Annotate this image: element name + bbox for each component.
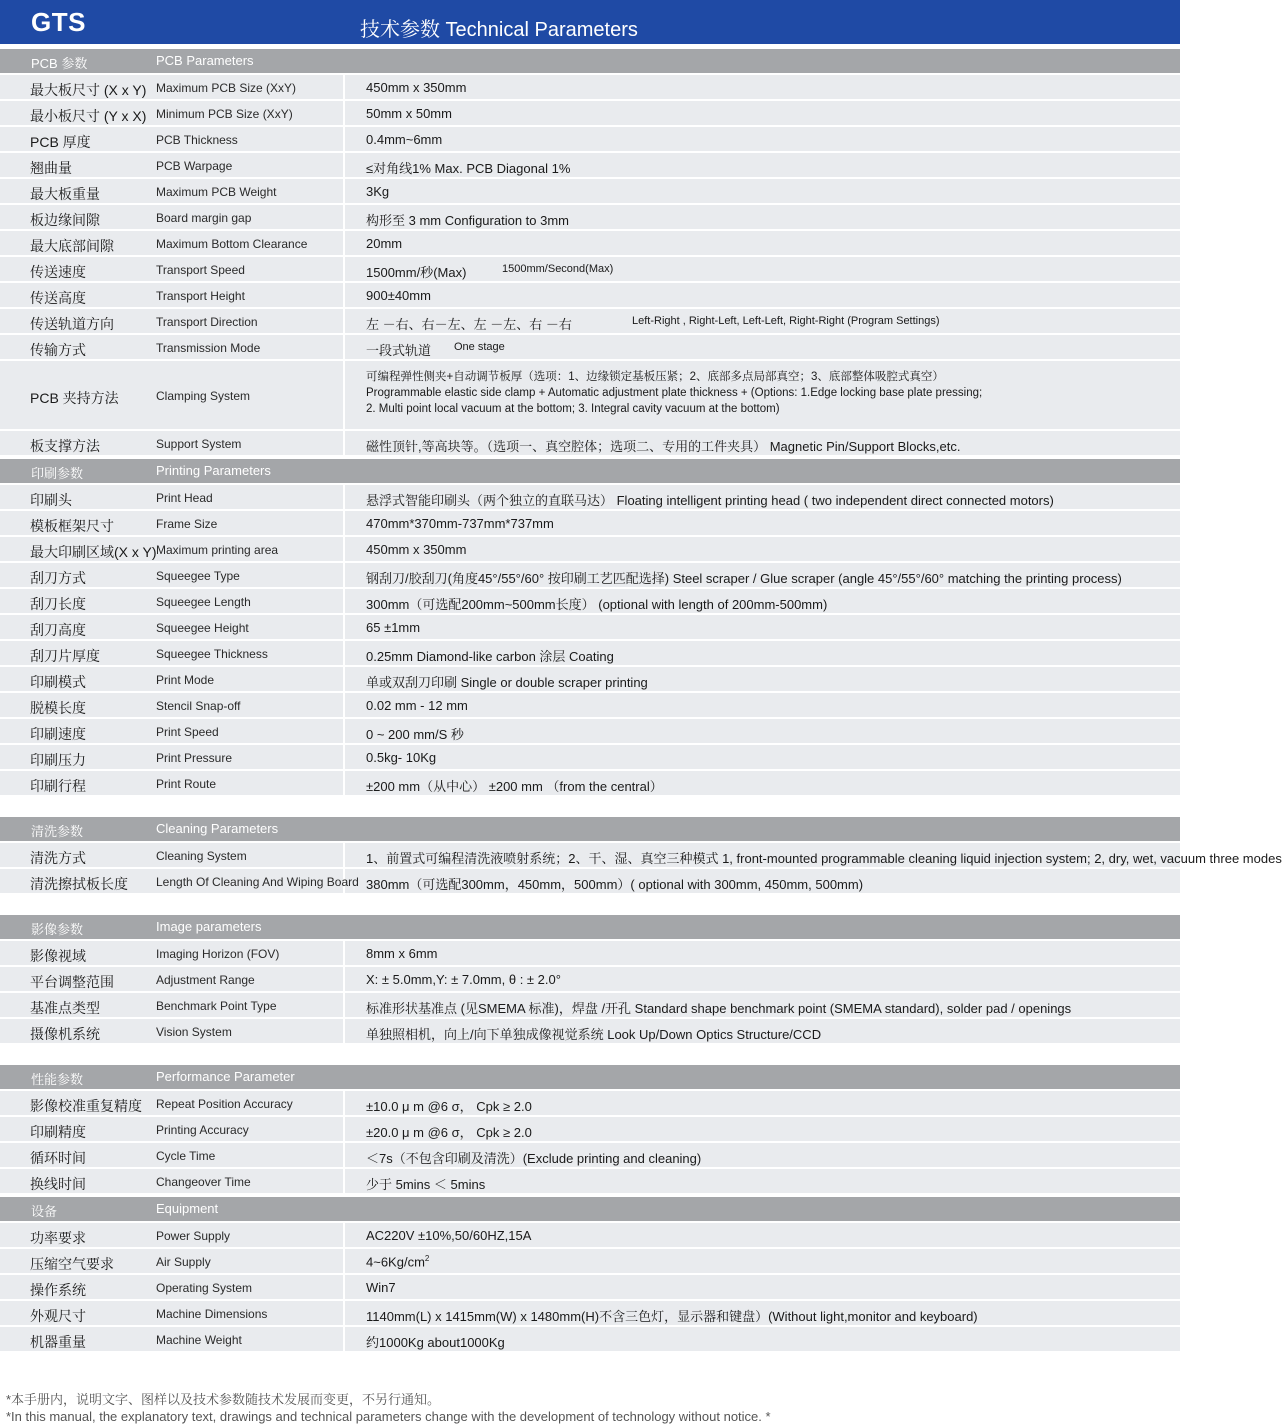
param-value: [366, 1332, 505, 1351]
param-value: [366, 672, 648, 691]
param-name-en: Benchmark Point Type: [156, 999, 277, 1013]
spec-row: [0, 1249, 1180, 1275]
section-header: [0, 913, 1180, 941]
section-title-cn: 影像参数: [31, 922, 84, 937]
model-name: GTS: [31, 7, 86, 37]
param-name-cn: 翘曲量: [30, 160, 72, 176]
spec-row: [0, 361, 1180, 431]
spec-row: [0, 101, 1180, 127]
param-value-text: 20mm: [366, 236, 403, 251]
param-name-cn: 印刷模式: [30, 674, 86, 690]
spec-row: [0, 153, 1180, 179]
section-title-cn: 清洗参数: [31, 824, 84, 839]
param-name-en: Stencil Snap-off: [156, 699, 241, 713]
param-value: [366, 750, 436, 765]
param-value-text: 标准形状基准点 (见SMEMA 标准)，焊盘 /开孔 Standard shape benchmark point (SMEMA standard), solder pad / openings: [366, 1001, 1072, 1016]
param-value: [366, 998, 1071, 1017]
param-name-cn: 清洗擦拭板长度: [30, 876, 128, 892]
section-title-cn: PCB 参数: [31, 56, 88, 71]
param-value: [366, 1228, 531, 1243]
param-name-en: Transmission Mode: [156, 341, 261, 355]
param-value: [366, 262, 466, 281]
param-value: [366, 210, 569, 229]
param-value-text: 1、前置式可编程清洗液喷射系统；2、干、湿、真空三种模式 1, front-mounted programmable cleaning liquid injection system; 2, dry, wet, vacuum three modes: [366, 851, 1282, 866]
spec-row: [0, 231, 1180, 257]
param-value-text: 65 ±1mm: [366, 620, 421, 635]
param-value-text: 约1000Kg about1000Kg: [366, 1335, 505, 1350]
section-header: [0, 47, 1180, 75]
spec-row: [0, 1091, 1180, 1117]
param-name-en: Support System: [156, 437, 242, 451]
param-name-en: Maximum PCB Weight: [156, 185, 277, 199]
param-value-text: 0 ~ 200 mm/S 秒: [366, 727, 464, 742]
param-value-line: 可编程弹性侧夹+自动调节板厚（选项：1、边缘锁定基板压紧；2、底部多点局部真空；3、底部整体吸腔式真空）: [366, 371, 944, 383]
param-value-text: ±10.0 μ m @6 σ， Cpk ≥ 2.0: [366, 1099, 532, 1114]
spec-row: [0, 563, 1180, 589]
param-value: [366, 80, 466, 95]
param-name-cn: 外观尺寸: [30, 1308, 86, 1324]
spec-row: [0, 1301, 1180, 1327]
param-name-cn: 压缩空气要求: [30, 1256, 114, 1272]
param-name-cn: 脱模长度: [30, 700, 86, 716]
spec-row: [0, 667, 1180, 693]
param-value: [366, 776, 663, 795]
param-value: [366, 542, 466, 557]
section-title-en: Performance Parameter: [156, 1069, 295, 1084]
param-name-cn: 最大底部间隙: [30, 238, 114, 254]
param-value-text: 380mm（可选配300mm，450mm，500mm）( optional with 300mm, 450mm, 500mm): [366, 877, 864, 892]
param-value-superscript: 2: [424, 1254, 430, 1263]
spec-row: [0, 1327, 1180, 1353]
param-name-cn: 板支撑方法: [30, 438, 100, 454]
param-name-en: Print Pressure: [156, 751, 233, 765]
section-title-en: Image parameters: [156, 919, 262, 934]
param-value: [366, 184, 389, 199]
spec-row: [0, 589, 1180, 615]
section-title-en: Equipment: [156, 1201, 219, 1216]
param-name-en: Frame Size: [156, 517, 218, 531]
param-value-text: 左 －右、右－左、左 －左、右 －右: [366, 317, 572, 332]
param-value-text: ＜7s（不包含印刷及清洗）(Exclude printing and cleaning): [366, 1151, 702, 1166]
param-value-text: 0.5kg- 10Kg: [366, 750, 437, 765]
param-name-en: Machine Weight: [156, 1333, 242, 1347]
param-value-text: 50mm x 50mm: [366, 106, 452, 121]
param-value: [366, 236, 402, 251]
param-name-cn: 最大印刷区域(X x Y): [30, 544, 157, 560]
param-name-en: Changeover Time: [156, 1175, 251, 1189]
param-value-text: 900±40mm: [366, 288, 431, 303]
param-value: [366, 1306, 978, 1325]
param-value-text: 1500mm/秒(Max): [366, 265, 467, 280]
param-value-text: Win7: [366, 1280, 396, 1295]
param-value-text: 300mm（可选配200mm~500mm长度） (optional with length of 200mm-500mm): [366, 597, 828, 612]
section-title-cn: 印刷参数: [31, 466, 84, 481]
param-value: [366, 132, 442, 147]
page-title: 技术参数 Technical Parameters: [360, 19, 638, 41]
param-value: [366, 874, 863, 893]
param-name-cn: 刮刀高度: [30, 622, 86, 638]
spec-row: [0, 127, 1180, 153]
param-name-cn: 最小板尺寸 (Y x X): [30, 108, 147, 124]
spec-row: [0, 1223, 1180, 1249]
param-name-en: Operating System: [156, 1281, 253, 1295]
spec-table: [0, 47, 1282, 1353]
param-value: [366, 646, 614, 665]
param-value-text: 一段式轨道: [366, 343, 432, 358]
param-name-en: Print Head: [156, 491, 213, 505]
param-value-text: 钢刮刀/胶刮刀(角度45°/55°/60° 按印刷工艺匹配选择) Steel scraper / Glue scraper (angle 45°/55°/60° matching the printing process): [366, 571, 1122, 586]
param-name-en: Squeegee Height: [156, 621, 249, 635]
param-name-cn: 印刷头: [30, 492, 72, 508]
param-name-cn: 操作系统: [30, 1282, 86, 1298]
param-value: [366, 620, 420, 635]
param-name-cn: 功率要求: [30, 1230, 86, 1246]
param-value: [366, 436, 960, 455]
param-value: [366, 369, 982, 417]
param-name-en: Board margin gap: [156, 211, 252, 225]
param-value: [366, 724, 464, 743]
param-value: [366, 490, 1054, 509]
param-value-text: ≤对角线1% Max. PCB Diagonal 1%: [366, 161, 571, 176]
param-value: [366, 106, 452, 121]
param-name-en: Printing Accuracy: [156, 1123, 249, 1137]
param-name-en: Power Supply: [156, 1229, 231, 1243]
param-name-cn: 印刷精度: [30, 1124, 86, 1140]
spec-row: [0, 1019, 1180, 1045]
param-name-cn: 板边缘间隙: [30, 212, 100, 228]
param-name-en: Minimum PCB Size (XxY): [156, 107, 293, 121]
spec-row: [0, 335, 1180, 361]
param-value-text: 3Kg: [366, 184, 390, 199]
param-value-text: 单独照相机，向上/向下单独成像视觉系统 Look Up/Down Optics Structure/CCD: [366, 1027, 822, 1042]
section-title-cn: 设备: [31, 1204, 58, 1219]
param-value-text: 0.4mm~6mm: [366, 132, 443, 147]
param-name-en: Print Speed: [156, 725, 219, 739]
param-value: [366, 848, 1282, 867]
param-name-cn: PCB 夹持方法: [30, 390, 119, 406]
param-name-cn: 传送速度: [30, 264, 86, 280]
param-name-en: Squeegee Thickness: [156, 647, 268, 661]
header-bar: [0, 0, 1180, 44]
param-value-text: 450mm x 350mm: [366, 80, 467, 95]
param-value-secondary: 1500mm/Second(Max): [502, 263, 614, 275]
param-name-en: Length Of Cleaning And Wiping Board: [156, 875, 359, 889]
spec-row: [0, 257, 1180, 283]
param-name-en: PCB Thickness: [156, 133, 238, 147]
spec-row: [0, 843, 1282, 869]
param-name-cn: PCB 厚度: [30, 134, 91, 150]
param-value-text: 构形至 3 mm Configuration to 3mm: [366, 213, 570, 228]
param-name-en: Machine Dimensions: [156, 1307, 268, 1321]
spec-row: [0, 1275, 1180, 1301]
param-value-text: 0.25mm Diamond-like carbon 涂层 Coating: [366, 649, 614, 664]
param-name-cn: 刮刀片厚度: [30, 648, 100, 664]
param-name-en: Cycle Time: [156, 1149, 216, 1163]
param-value: [366, 314, 572, 333]
param-value: [366, 1096, 532, 1115]
param-name-en: Adjustment Range: [156, 973, 255, 987]
param-value: [366, 158, 570, 177]
param-value-secondary: One stage: [454, 341, 505, 353]
spec-row: [0, 771, 1180, 797]
param-name-cn: 循环时间: [30, 1150, 86, 1166]
param-name-en: Transport Height: [156, 289, 245, 303]
param-name-en: Maximum PCB Size (XxY): [156, 81, 297, 95]
param-name-cn: 换线时间: [30, 1176, 86, 1192]
param-value: [366, 1280, 396, 1295]
section-header: [0, 815, 1180, 843]
spec-row: [0, 485, 1180, 511]
spec-row: [0, 1143, 1180, 1169]
param-value-text: AC220V ±10%,50/60HZ,15A: [366, 1228, 532, 1243]
param-name-cn: 刮刀方式: [30, 570, 86, 586]
spec-row: [0, 615, 1180, 641]
param-value-text: 1140mm(L) x 1415mm(W) x 1480mm(H)不含三色灯，显示器和键盘）(Without light,monitor and keyboard): [366, 1309, 978, 1324]
param-value: [366, 1254, 429, 1269]
spec-row: [0, 1169, 1180, 1195]
param-value-secondary: Left-Right , Right-Left, Left-Left, Right-Right (Program Settings): [632, 315, 940, 327]
param-value-line: Programmable elastic side clamp + Automatic adjustment plate thickness + (Options: 1.Edge locking base plate pressing;: [366, 387, 983, 399]
param-value-text: X: ± 5.0mm,Y: ± 7.0mm, θ : ± 2.0°: [366, 972, 561, 987]
footer-note-cn: *本手册内，说明文字、图样以及技术参数随技术发展而变更，不另行通知。: [6, 1392, 441, 1407]
section-title-en: PCB Parameters: [156, 53, 254, 68]
param-value-text: 悬浮式智能印刷头（两个独立的直联马达） Floating intelligent printing head ( two independent direct connected motors): [366, 493, 1054, 508]
param-name-cn: 摄像机系统: [30, 1026, 100, 1042]
param-value: [366, 516, 554, 531]
param-name-cn: 影像校准重复精度: [30, 1098, 142, 1114]
param-name-cn: 传输方式: [30, 342, 86, 358]
param-name-cn: 传送高度: [30, 290, 86, 306]
param-name-cn: 最大板重量: [30, 186, 100, 202]
footer-note-en: *In this manual, the explanatory text, drawings and technical parameters change with the development of technology without notice. *: [6, 1409, 771, 1424]
param-name-en: Print Mode: [156, 673, 215, 687]
param-name-cn: 机器重量: [30, 1334, 86, 1350]
param-name-en: Squeegee Length: [156, 595, 251, 609]
spec-row: [0, 745, 1180, 771]
spec-row: [0, 641, 1180, 667]
param-value-text: 8mm x 6mm: [366, 946, 438, 961]
param-name-cn: 影像视域: [30, 948, 86, 964]
section-header: [0, 457, 1180, 485]
param-name-cn: 传送轨道方向: [30, 316, 114, 332]
param-value: [366, 1174, 485, 1193]
param-name-cn: 刮刀长度: [30, 596, 86, 612]
param-name-cn: 基准点类型: [30, 1000, 100, 1016]
param-name-en: Cleaning System: [156, 849, 247, 863]
param-value: [366, 1148, 701, 1167]
param-name-en: Maximum Bottom Clearance: [156, 237, 308, 251]
param-value: [366, 946, 438, 961]
param-value-text: 450mm x 350mm: [366, 542, 467, 557]
spec-row: [0, 511, 1180, 537]
param-name-en: Squeegee Type: [156, 569, 240, 583]
param-value: [366, 972, 561, 987]
param-value-line: 2. Multi point local vacuum at the bottom; 3. Integral cavity vacuum at the bottom): [366, 403, 780, 415]
spec-row: [0, 993, 1180, 1019]
spec-row: [0, 205, 1180, 231]
section-header: [0, 1063, 1180, 1091]
param-name-cn: 模板框架尺寸: [30, 518, 114, 534]
param-value: [366, 698, 468, 713]
param-value: [366, 594, 827, 613]
param-value: [366, 340, 431, 359]
param-value-text: 4~6Kg/cm: [366, 1254, 425, 1270]
param-name-en: Imaging Horizon (FOV): [156, 947, 280, 961]
section-title-cn: 性能参数: [31, 1072, 84, 1087]
spec-row: [0, 941, 1180, 967]
param-value-text: 470mm*370mm-737mm*737mm: [366, 516, 554, 531]
spec-row: [0, 1117, 1180, 1143]
param-name-cn: 印刷压力: [30, 752, 86, 768]
param-value-text: 少于 5mins ＜ 5mins: [366, 1177, 486, 1192]
param-name-en: Maximum printing area: [156, 543, 279, 557]
spec-row: [0, 431, 1180, 457]
param-name-cn: 平台调整范围: [30, 974, 114, 990]
spec-row: [0, 693, 1180, 719]
spec-row: [0, 719, 1180, 745]
param-name-en: Transport Speed: [156, 263, 245, 277]
param-name-en: Vision System: [156, 1025, 232, 1039]
param-value: [366, 288, 431, 303]
spec-row: [0, 967, 1180, 993]
spec-row: [0, 869, 1180, 895]
param-name-cn: 清洗方式: [30, 850, 86, 866]
spec-row: [0, 309, 1180, 335]
param-name-cn: 印刷速度: [30, 726, 86, 742]
param-value-text: 单或双刮刀印刷 Single or double scraper printing: [366, 675, 648, 690]
param-value: [366, 568, 1122, 587]
section-title-en: Printing Parameters: [156, 463, 271, 478]
param-value-text: 磁性顶针,等高块等。（选项一、真空腔体；选项二、专用的工件夹具） Magnetic Pin/Support Blocks,etc.: [366, 439, 961, 454]
spec-row: [0, 537, 1180, 563]
param-name-en: Repeat Position Accuracy: [156, 1097, 293, 1111]
param-value-text: 0.02 mm - 12 mm: [366, 698, 468, 713]
param-name-en: Transport Direction: [156, 315, 258, 329]
section-header: [0, 1195, 1180, 1223]
param-value: [366, 1024, 821, 1043]
spec-row: [0, 75, 1180, 101]
param-name-en: Clamping System: [156, 389, 251, 403]
spec-row: [0, 179, 1180, 205]
param-value-text: ±200 mm（从中心） ±200 mm （from the central）: [366, 779, 663, 794]
param-value-text: ±20.0 μ m @6 σ， Cpk ≥ 2.0: [366, 1125, 532, 1140]
section-title-en: Cleaning Parameters: [156, 821, 279, 836]
spec-row: [0, 283, 1180, 309]
param-name-cn: 最大板尺寸 (X x Y): [30, 82, 147, 98]
param-name-en: Air Supply: [156, 1255, 211, 1269]
param-value: [366, 1122, 532, 1141]
param-name-cn: 印刷行程: [30, 778, 86, 794]
param-name-en: Print Route: [156, 777, 217, 791]
param-name-en: PCB Warpage: [156, 159, 233, 173]
